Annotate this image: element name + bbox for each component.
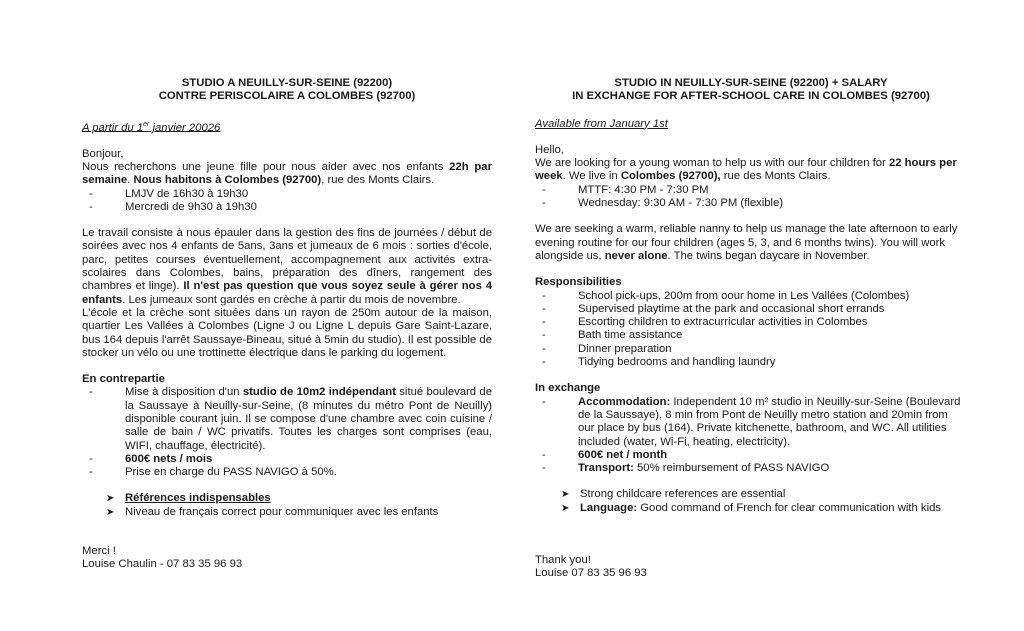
thanks: Thank you! xyxy=(535,554,591,567)
seeking-text: We are seeking a warm, reliable nanny to help us manage the late afternoon to early evening routine for our four children (ages 5, 3, and 6 months twins). You will work alongside us, xyxy=(535,223,958,262)
work-description xyxy=(82,227,492,307)
exchange-bold: studio de 10m2 indépendant xyxy=(242,386,396,399)
date-suffix: janvier 20026 xyxy=(149,121,221,134)
intro-location: Colombes (92700), xyxy=(620,170,721,183)
date-prefix: A partir du 1 xyxy=(82,121,144,134)
seeking-text-2: . The twins began daycare in November. xyxy=(667,249,870,262)
dash-marker: - xyxy=(89,386,93,399)
location-description: L'école et la crèche sont situées dans un rayon de 250m autour de la maison, quartier Les Vallées à Colombes (Ligne J ou Ligne L depuis Gare Saint-Lazare, bus 164 depuis l'arrêt Saussaye-Bineau, situé à 5min du studio). Il est possible de stocker un vélo ou une trottinette électrique dans le parking du logement. xyxy=(82,306,492,359)
dash-marker: - xyxy=(542,342,546,355)
schedule-text: LMJV de 16h30 à 19h30 xyxy=(125,187,249,200)
french-title xyxy=(82,77,492,104)
signature: Louise 07 83 35 96 93 xyxy=(535,567,647,580)
intro-location: Nous habitons à Colombes (92700) xyxy=(133,174,322,187)
schedule-list xyxy=(535,184,967,211)
dash-marker: - xyxy=(542,462,546,475)
dash-marker: - xyxy=(542,289,546,302)
exchange-list xyxy=(535,396,967,476)
salary: 600€ net / month xyxy=(578,448,668,461)
exchange-heading: In exchange xyxy=(535,382,601,395)
responsibility-text: Supervised playtime at the park and occasional short errands xyxy=(578,302,885,315)
schedule-list xyxy=(82,188,492,215)
signature: Louise Chaulin - 07 83 35 96 93 xyxy=(82,558,243,571)
list-item xyxy=(82,466,492,479)
responsibility-text: Dinner preparation xyxy=(578,342,672,355)
intro-hours: 22h par semaine xyxy=(82,160,492,187)
intro xyxy=(535,157,967,184)
accommodation-text: Independent 10 m² studio in Neuilly-sur-Seine (Boulevard de la Saussaye), 8 min from Pont de Neuilly metro station and 20min from our place by bus (164). Private kitchenette, bathroom, and WC. All utilities included (water, Wi-Fi, heating, electricity). xyxy=(578,395,961,448)
responsibility-text: Escorting children to extracurricular activities in Colombes xyxy=(578,316,868,329)
dash-marker: - xyxy=(542,395,546,408)
intro-text: Nous recherchons une jeune fille pour nous aider avec nos enfants xyxy=(82,160,450,173)
exchange-text-2: situé boulevard de la Saussaye à Neuilly-sur-Seine, (8 minutes du métro Pont de Neuilly) disponible courant juin. Il se compose d'une chambre avec coin cuisine / salle de bain / WC privatifs. Toutes les charges sont comprises (eau, WIFI, chauffage, électricité). xyxy=(125,386,492,452)
transport-label: Transport: xyxy=(578,462,634,475)
dash-marker: - xyxy=(542,448,546,461)
arrow-marker-icon: ➤ xyxy=(561,489,570,501)
arrow-marker-icon: ➤ xyxy=(106,493,115,505)
thanks: Merci ! xyxy=(82,545,116,558)
dash-marker: - xyxy=(89,466,93,479)
intro-text: We are looking for a young woman to help us with our four children for xyxy=(535,157,889,170)
language-label: Language: xyxy=(580,501,638,514)
arrow-marker-icon: ➤ xyxy=(561,502,570,514)
intro-sep: . xyxy=(127,174,134,187)
language-text: Good command of French for clear communication with kids xyxy=(637,501,942,514)
dash-marker: - xyxy=(542,316,546,329)
dash-marker: - xyxy=(542,302,546,315)
exchange-text: Mise à disposition d'un xyxy=(125,386,243,399)
seeking-bold: never alone xyxy=(604,249,668,262)
french-ad xyxy=(82,77,492,572)
list-item xyxy=(535,449,967,462)
list-item xyxy=(82,453,492,466)
start-date: Available from January 1st xyxy=(535,117,668,130)
dash-marker: - xyxy=(542,197,546,210)
dash-marker: - xyxy=(542,329,546,342)
list-item xyxy=(535,290,967,303)
list-item xyxy=(535,316,967,329)
work-text-2: . Les jumeaux sont gardés en crèche à partir du mois de novembre. xyxy=(122,293,461,306)
list-item xyxy=(82,492,492,505)
title-line-2: CONTRE PERISCOLAIRE A COLOMBES (92700) xyxy=(158,90,416,103)
list-item xyxy=(535,488,967,501)
dash-marker: - xyxy=(542,183,546,196)
dash-marker: - xyxy=(89,187,93,200)
arrow-marker-icon: ➤ xyxy=(106,506,115,518)
intro-sep: . We live in xyxy=(562,170,621,183)
intro-hours: 22 hours per week xyxy=(535,157,957,183)
title-line-1: STUDIO IN NEUILLY-SUR-SEINE (92200) + SALARY xyxy=(614,77,888,89)
list-item xyxy=(535,396,967,449)
intro-street: rue des Monts Clairs. xyxy=(720,170,831,183)
exchange-list xyxy=(82,386,492,479)
responsibility-text: Tidying bedrooms and handling laundry xyxy=(578,356,776,369)
list-item xyxy=(535,343,967,356)
schedule-text: Wednesday: 9:30 AM - 7:30 PM (flexible) xyxy=(578,197,784,210)
greeting: Bonjour, xyxy=(82,147,124,160)
dash-marker: - xyxy=(89,200,93,213)
exchange-heading: En contrepartie xyxy=(82,373,165,386)
schedule-text: MTTF: 4:30 PM - 7:30 PM xyxy=(578,183,709,196)
transport: Prise en charge du PASS NAVIGO à 50%. xyxy=(125,466,337,479)
intro xyxy=(82,161,492,188)
responsibilities-heading: Responsibilities xyxy=(535,276,622,289)
schedule-text: Mercredi de 9h30 à 19h30 xyxy=(125,200,257,213)
list-item xyxy=(535,303,967,316)
transport-text: 50% reimbursement of PASS NAVIGO xyxy=(633,462,830,475)
list-item xyxy=(535,197,967,210)
work-bold: Il n'est pas question que vous soyez seule à gérer nos 4 enfants xyxy=(82,280,492,306)
requirement-references: Strong childcare references are essential xyxy=(580,488,786,501)
english-title xyxy=(535,77,967,104)
responsibilities-list xyxy=(535,290,967,370)
intro-street: , rue des Monts Clairs. xyxy=(321,174,435,187)
salary: 600€ nets / mois xyxy=(125,452,213,465)
date-sup: er xyxy=(143,120,150,128)
list-item xyxy=(82,386,492,452)
list-item xyxy=(82,506,492,519)
list-item xyxy=(82,188,492,201)
seeking-description xyxy=(535,223,967,263)
work-text: Le travail consiste à nous épauler dans la gestion des fins de journées / début de soirées avec nos 4 enfants de 5ans, 3ans et jumeaux de 6 mois : sorties d'école, parc, petites courses éventuellement, accompagnement aux activités extra-scolaires dans Colombes, bains, préparation des dîners, rangement des chambres et linge). xyxy=(82,227,492,293)
requirements-list xyxy=(82,492,492,519)
english-ad xyxy=(535,77,967,581)
list-item xyxy=(535,329,967,342)
list-item xyxy=(535,356,967,369)
list-item xyxy=(535,502,967,515)
start-date xyxy=(82,118,492,135)
title-line-1: STUDIO A NEUILLY-SUR-SEINE (92200) xyxy=(181,77,393,89)
requirement-language: Niveau de français correct pour communiquer avec les enfants xyxy=(125,505,439,518)
dash-marker: - xyxy=(89,452,93,465)
responsibility-text: School pick-ups, 200m from oour home in Les Vallées (Colombes) xyxy=(578,289,910,302)
requirements-list xyxy=(535,488,967,515)
responsibility-text: Bath time assistance xyxy=(578,329,683,342)
list-item xyxy=(82,201,492,214)
accommodation-label: Accommodation: xyxy=(578,395,671,408)
list-item xyxy=(535,184,967,197)
greeting: Hello, xyxy=(535,143,564,156)
dash-marker: - xyxy=(542,356,546,369)
requirement-references: Références indispensables xyxy=(125,492,271,505)
title-line-2: IN EXCHANGE FOR AFTER-SCHOOL CARE IN COLOMBES (92700) xyxy=(572,90,930,103)
list-item xyxy=(535,462,967,475)
